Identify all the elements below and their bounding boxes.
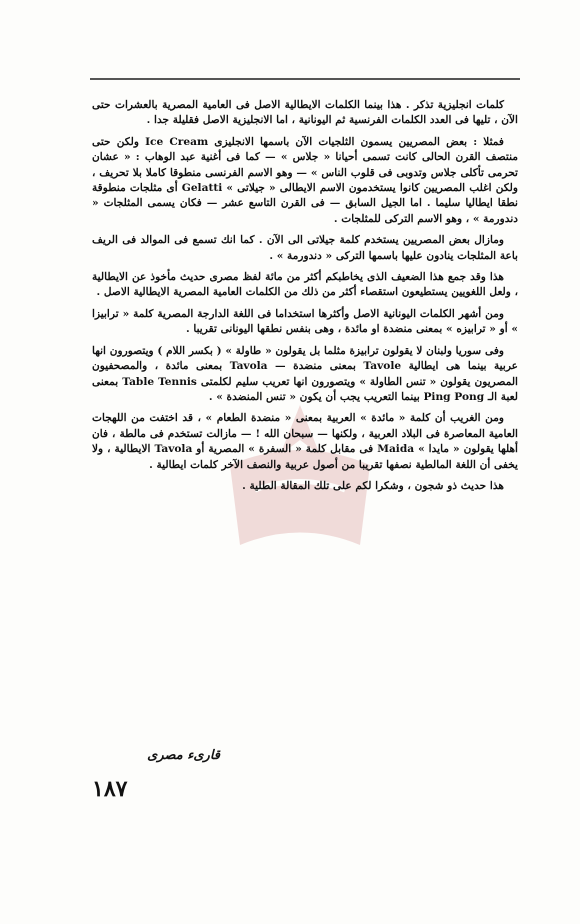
article-body (92, 98, 518, 500)
paragraph: هذا حديث ذو شجون ، وشكرا لكم على تلك المقالة الطلية . (242, 479, 504, 492)
top-rule (90, 78, 520, 80)
paragraph: وفى سوريا ولبنان لا يقولون ترابيزة مثلما بل يقولون « طاولة » ( بكسر اللام ) ويتصورون انها عربية بينما هى ايطالية Tavole بمعنى منضدة — Tavola بمعنى مائدة ، والمصحفيون المصريون يقولون « تنس الطاولة » ويتصورون انها تعريب سليم لكلمتى Table Tennis بمعنى لعبة الـ Ping Pong بينما التعريب يجب أن يكون « تنس المنضدة » . (92, 344, 518, 403)
page-number: ١٨٧ (92, 776, 128, 802)
paragraph: فمثلا : بعض المصريين يسمون الثلجيات الآن باسمها الانجليزى Ice Cream ولكن حتى منتصف القرن الحالى كانت تسمى أحيانا « جلاس » — كما فى أغنية عبد الوهاب : « عشان تحرمى تأكلى جلاس وتدوبى فى قلوب الناس » — وهو الاسم الفرنسى منطوقا كاملا بلا تحريف ، ولكن اغلب المصريين كانوا يستخدمون الاسم الايطالى « جيلاتى » Gelatti أى مثلجات منطوقة نطقا ايطاليا سليما . اما الجيل السابق — فى القرن التاسع عشر — فكان يسمى المثلجات « دندورمة » ، وهو الاسم التركى للمثلجات . (92, 135, 518, 225)
paragraph: ومن أشهر الكلمات اليونانية الاصل وأكثرها استخداما فى اللغة الدارجة المصرية كلمة « ترابيزا » أو « ترابيزه » بمعنى منضدة او مائدة ، وهى بنفس نطقها اليونانى تقريبا . (92, 307, 518, 336)
paragraph: ومن الغريب أن كلمة « مائدة » العربية بمعنى « منضدة الطعام » ، قد اختفت من اللهجات العامية المعاصرة فى البلاد العربية ، ولكنها — سبحان الله ! — مازالت تستخدم فى مالطة ، فان أهلها يقولون « مايدا » Maida فى مقابل كلمة « السفرة » المصرية أو Tavola الايطالية ، ولا يخفى أن اللغة المالطية نصفها تقريبا من أصول عربية والنصف الآخر كلمات ايطالية . (92, 412, 518, 471)
paragraph: هذا وقد جمع هذا الضعيف الذى يخاطبكم أكثر من مائة لفظ مصرى حديث مأخوذ عن الايطالية ، ولعل اللغويين يستطيعون استقصاء أكثر من ذلك من الكلمات العامية المصرية الايطالية الاصل . (92, 271, 518, 299)
paragraph: ومازال بعض المصريين يستخدم كلمة جيلاتى الى الآن . كما انك تسمع فى الموالد فى الريف باعة المثلجات ينادون عليها باسمها التركى « دندورمة » . (92, 234, 518, 262)
author-signature: قارىء مصرى (147, 748, 220, 763)
paragraph: كلمات انجليزية تذكر . هذا بينما الكلمات الايطالية الاصل فى العامية المصرية بالعشرات حتى الآن ، تليها فى العدد الكلمات الفرنسية ثم اليونانية ، اما الانجليزية الاصل فقليلة جدا . (92, 99, 518, 127)
